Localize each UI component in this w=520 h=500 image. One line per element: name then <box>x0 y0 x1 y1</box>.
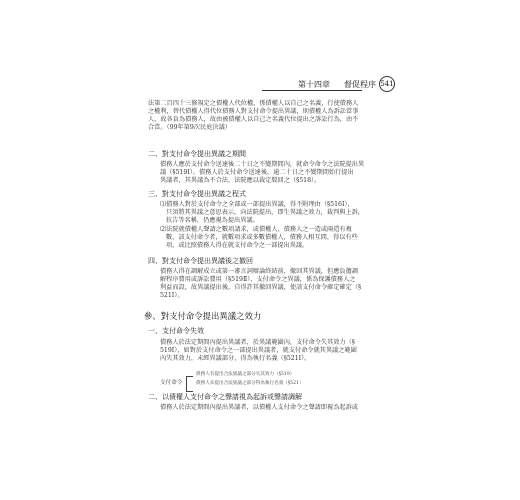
brace-item: 債務人未提出合法異議之部分得為執行名義（§521） <box>196 381 304 386</box>
section-line: ⑴債務人對於支付命令之全部或一部提出異議，得不附理由（§516Ⅰ）， <box>160 201 354 208</box>
subsection-line: 519Ⅰ），如對於支付命令之一部提出異議者，就支付命令就其異議之範圍 <box>160 347 357 354</box>
section-line: 議（§519Ⅰ）。債務人於支付命令送達後，逾二十日之不變期間始行提出 <box>160 169 354 176</box>
intro-line: 之權利，替代債權人得代位債務人對支付命令提出異議，則債權人為訴訟當事 <box>148 108 359 115</box>
section-line: 521Ⅰ）。 <box>160 292 184 299</box>
section-heading: 四、對支付命令提出異議後之撤回 <box>148 257 253 265</box>
section-line: 數，該支付命令者，就數項求或多數債權人，債務人相互間，得以有些 <box>166 234 358 241</box>
brace-item: 債務人有提出合法異議之部分失其效力（§519） <box>196 372 295 377</box>
section-label: 督促程序 <box>344 80 376 89</box>
section-line: 債務人得在調解成立或第一審言詞辯論終結前，撤回其異議，但應負擔調 <box>160 268 358 275</box>
subsection-heading: 一、支付命令失效 <box>148 327 204 335</box>
subsection-line: 債務人於法定期間內提出異議者，於異議範圍內，支付命令失其效力（§ <box>160 339 355 346</box>
section-heading: 二、對支付命令提出異議之期間 <box>148 150 246 158</box>
running-header <box>276 78 396 94</box>
subsection-heading: 二、以債權人支付命令之聲請視為起訴或聲請調解 <box>148 393 302 401</box>
section-line: 抗告等名稱，仍應視為提出異議。 <box>166 217 259 224</box>
page-number: 541 <box>379 76 395 92</box>
intro-line: 合當。（99年第9次民庭決議） <box>148 124 231 131</box>
subsection-line: 內失其效力，未經異議部分，得為執行名義（§521Ⅰ）。 <box>160 355 311 362</box>
subsection-line: 債務人於法定期間內提出異議者，以債權人支付命令之聲請即視為起訴或 <box>160 404 358 411</box>
header-rule <box>262 90 362 91</box>
section-line: 項，或比照債務人得在就支付命令之一部提出異議。 <box>166 242 309 249</box>
part-heading: 參、對支付命令提出異議之效力 <box>144 311 262 321</box>
brace-bracket <box>186 376 193 392</box>
brace-label: 支付命令 <box>160 380 183 386</box>
section-line: 解程序費用或訴訟費用（§519Ⅱ），支付命令之異議，係為保護債務人之 <box>160 276 356 283</box>
section-heading: 三、對支付命令提出異議之程式 <box>148 190 246 198</box>
intro-line: 法第二百四十三條規定之債權人代位權，係債權人以自己之名義，行使債務人 <box>148 100 359 107</box>
intro-line: 人，故各負為債務人，故由被債權人以自己之名義代位提出之訴訟行為，由不 <box>148 116 359 123</box>
section-line: ⑵法院就債權人聲請之數項請求，或債權人、債務人之一造或兩造有複 <box>160 226 352 233</box>
section-line: 債務人應於支付命令送達後二十日之不變期間內，就命令命令之法院提出異 <box>160 161 365 168</box>
chapter-label: 第十四章 <box>298 80 330 89</box>
section-line: 利益而設，故異議提出後，自得許其撤回異議，使該支付命令確定確定（§ <box>160 284 362 291</box>
section-line: 只須將其異議之意思表示，向法院提出，即生異議之效力，裁判與上訴， <box>166 209 364 216</box>
section-line: 異議者，其異議為不合法，法院應以裁定駁回之（§518）。 <box>160 177 321 184</box>
